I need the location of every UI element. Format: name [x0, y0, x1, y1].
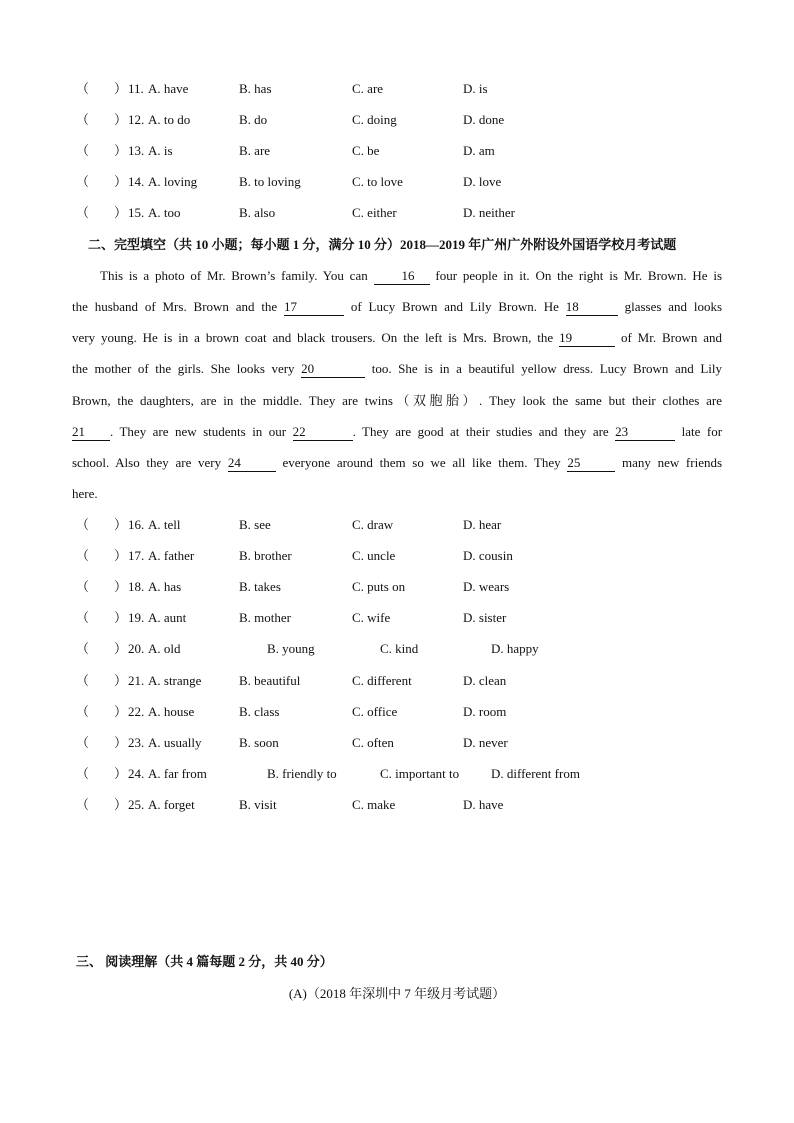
option-c: C. kind: [380, 641, 419, 657]
option-b: B. do: [239, 112, 268, 127]
blank-17: 17: [284, 299, 344, 316]
option-b: B. soon: [239, 734, 279, 750]
answer-blank-close: ）: [114, 734, 128, 750]
option-d: D. room: [463, 703, 507, 719]
passage-text: . They are good at their studies and they are: [352, 424, 609, 439]
option-a: A. have: [148, 81, 189, 96]
option-b: B. has: [239, 81, 272, 96]
paren-open: （: [76, 174, 90, 189]
option-a: A. loving: [148, 174, 198, 189]
option-a: A. strange: [148, 672, 202, 688]
passage-text: the mother of the girls. She looks very: [72, 361, 295, 376]
blank-21: 21: [72, 424, 110, 441]
passage-text: everyone around them so we all like them. They: [282, 455, 561, 470]
answer-blank-close: ）: [114, 641, 128, 657]
passage-text: late for: [681, 424, 723, 439]
paren-open: （: [76, 796, 90, 812]
passage-text: the husband of Mrs. Brown and the: [72, 299, 278, 314]
blank-16: 16: [374, 268, 430, 285]
passage-text: glasses and looks: [624, 299, 723, 314]
passage-text: This is a photo of Mr. Brown’s family. You can: [100, 268, 368, 283]
option-b: B. to loving: [239, 174, 301, 189]
option-a: A. father: [148, 548, 195, 564]
option-d: D. have: [463, 796, 504, 812]
option-a: A. has: [148, 579, 182, 595]
question-number: 20.: [128, 641, 145, 657]
paren-open: （: [76, 610, 90, 626]
option-c: C. make: [352, 796, 396, 812]
option-b: B. young: [267, 641, 315, 657]
answer-blank-close: ）: [114, 672, 128, 688]
option-c: C. be: [352, 143, 380, 158]
paren-open: （: [76, 81, 90, 96]
option-b: B. takes: [239, 579, 281, 595]
blank-20: 20: [301, 361, 365, 378]
passage-text: too. She is in a beautiful yellow dress. Lucy Brown and Lily: [371, 361, 722, 376]
paren-open: （: [76, 112, 90, 127]
option-a: A. aunt: [148, 610, 187, 626]
passage-text: school. Also they are very: [72, 455, 222, 470]
option-c: C. wife: [352, 610, 391, 626]
option-b: B. visit: [239, 796, 277, 812]
section-3-subtitle: (A)（2018 年深圳中 7 年级月考试题）: [288, 986, 506, 1001]
option-c: C. to love: [352, 174, 403, 189]
option-c: C. uncle: [352, 548, 396, 564]
option-c: C. office: [352, 703, 398, 719]
option-c: C. doing: [352, 112, 397, 127]
paren-open: （: [76, 641, 90, 657]
question-number: 21.: [128, 672, 145, 688]
answer-blank-close: ）: [114, 765, 128, 781]
paren-open: （: [76, 672, 90, 688]
option-a: A. to do: [148, 112, 191, 127]
blank-22: 22: [293, 424, 353, 441]
passage-text: very young. He is in a brown coat and black trousers. On the left is Mrs. Brown, the: [72, 330, 554, 345]
option-a: A. usually: [148, 734, 202, 750]
paren-open: （: [76, 765, 90, 781]
option-b: B. also: [239, 205, 276, 220]
section-3-title: 三、 阅读理解（共 4 篇每题 2 分，共 40 分）: [76, 954, 333, 969]
answer-blank-close: ）: [114, 205, 128, 220]
question-number: 24.: [128, 765, 145, 781]
option-a: A. forget: [148, 796, 195, 812]
option-c: C. puts on: [352, 579, 406, 595]
passage-line-2: [72, 297, 722, 317]
passage-text: of Mr. Brown and: [620, 330, 723, 345]
blank-19: 19: [559, 330, 615, 347]
option-b: B. see: [239, 517, 271, 532]
answer-blank-close: ）: [114, 796, 128, 812]
question-number: 17.: [128, 548, 145, 564]
option-d: D. wears: [463, 579, 510, 595]
blank-25: 25: [567, 455, 615, 472]
passage-text: four people in it. On the right is Mr. Brown. He is: [435, 268, 723, 283]
option-d: D. happy: [491, 641, 539, 657]
paren-open: （: [76, 548, 90, 564]
option-d: D. different from: [491, 765, 580, 781]
question-number: 15.: [128, 205, 145, 220]
paren-open: （: [76, 205, 90, 220]
question-number: 11.: [128, 81, 144, 96]
paren-open: （: [76, 517, 90, 532]
option-c: C. different: [352, 672, 412, 688]
passage-text: of Lucy Brown and Lily Brown. He: [350, 299, 559, 314]
passage-line-7: [72, 453, 722, 473]
answer-blank-close: ）: [114, 610, 128, 626]
answer-blank-close: ）: [114, 579, 128, 595]
passage-line-3: [72, 328, 722, 348]
passage-line-6: [72, 422, 722, 442]
question-number: 18.: [128, 579, 145, 595]
paren-open: （: [76, 579, 90, 595]
option-a: A. far from: [148, 765, 207, 781]
passage-line-5: Brown, the daughters, are in the middle. They are twins（双胞胎）. They look the same but their clothes are: [72, 393, 722, 408]
option-c: C. important to: [380, 765, 460, 781]
option-c: C. are: [352, 81, 384, 96]
blank-24: 24: [228, 455, 276, 472]
question-number: 12.: [128, 112, 145, 127]
passage-line-4: [72, 359, 722, 379]
option-a: A. too: [148, 205, 181, 220]
option-d: D. neither: [463, 205, 515, 220]
option-c: C. often: [352, 734, 394, 750]
answer-blank-close: ）: [114, 517, 128, 532]
passage-text: many new friends: [622, 455, 723, 470]
option-d: D. am: [463, 143, 495, 158]
question-number: 13.: [128, 143, 145, 158]
answer-blank-close: ）: [114, 81, 128, 96]
option-a: A. house: [148, 703, 195, 719]
option-a: A. tell: [148, 517, 181, 532]
answer-blank-close: ）: [114, 174, 128, 189]
passage-line-8: here.: [72, 486, 98, 501]
question-number: 19.: [128, 610, 145, 626]
option-a: A. old: [148, 641, 181, 657]
option-d: D. love: [463, 174, 502, 189]
option-a: A. is: [148, 143, 173, 158]
passage-text: . They are new students in our: [110, 424, 287, 439]
question-number: 25.: [128, 796, 145, 812]
question-number: 22.: [128, 703, 145, 719]
blank-18: 18: [566, 299, 618, 316]
option-d: D. cousin: [463, 548, 513, 564]
paren-open: （: [76, 734, 90, 750]
option-d: D. never: [463, 734, 508, 750]
option-b: B. are: [239, 143, 271, 158]
answer-blank-close: ）: [114, 143, 128, 158]
answer-blank-close: ）: [114, 112, 128, 127]
paren-open: （: [76, 143, 90, 158]
paren-open: （: [76, 703, 90, 719]
option-d: D. is: [463, 81, 488, 96]
question-number: 23.: [128, 734, 145, 750]
option-b: B. class: [239, 703, 280, 719]
option-d: D. done: [463, 112, 505, 127]
option-b: B. friendly to: [267, 765, 337, 781]
answer-blank-close: ）: [114, 703, 128, 719]
option-d: D. clean: [463, 672, 507, 688]
question-number: 16.: [128, 517, 145, 532]
option-b: B. mother: [239, 610, 291, 626]
passage-line-1: [72, 266, 722, 286]
option-b: B. brother: [239, 548, 292, 564]
option-b: B. beautiful: [239, 672, 301, 688]
option-c: C. either: [352, 205, 397, 220]
blank-23: 23: [615, 424, 675, 441]
option-d: D. sister: [463, 610, 507, 626]
question-number: 14.: [128, 174, 145, 189]
option-d: D. hear: [463, 517, 502, 532]
option-c: C. draw: [352, 517, 394, 532]
answer-blank-close: ）: [114, 548, 128, 564]
section-2-title: 二、完型填空（共 10 小题；每小题 1 分，满分 10 分）2018—2019 年广州广外附设外国语学校月考试题: [88, 237, 677, 252]
